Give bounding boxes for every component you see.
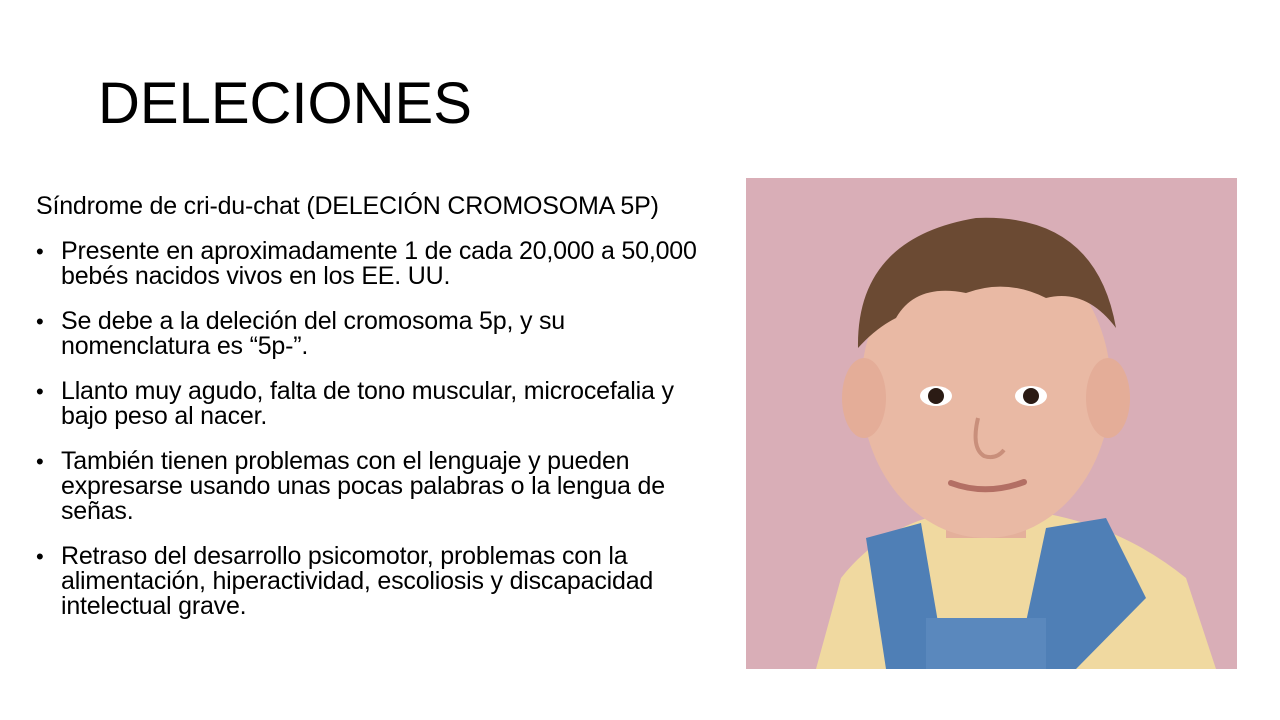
bullet-dot-icon: • [36,449,44,474]
ear-right [1086,358,1130,438]
overall-bib [926,618,1046,669]
bullet-item [36,239,708,289]
child-portrait-photo [746,178,1237,669]
bullet-item [36,309,708,359]
ear-left [842,358,886,438]
section-heading: Síndrome de cri-du-chat (DELECIÓN CROMOSOMA 5P) [36,192,659,220]
bullet-text: Llanto muy agudo, falta de tono muscular, microcefalia y bajo peso al nacer. [61,377,674,430]
bullet-text: También tienen problemas con el lenguaje y pueden expresarse usando unas pocas palabras o la lengua de señas. [61,447,665,525]
bullet-dot-icon: • [36,544,44,569]
bullet-text: Se debe a la deleción del cromosoma 5p, y su nomenclatura es “5p-”. [61,307,566,360]
bullet-dot-icon: • [36,379,44,404]
pupil-right [1023,388,1039,404]
bullet-text: Presente en aproximadamente 1 de cada 20,000 a 50,000 bebés nacidos vivos en los EE. UU. [61,237,697,290]
pupil-left [928,388,944,404]
bullet-item [36,449,708,524]
content-body [36,194,708,639]
bullet-dot-icon: • [36,239,44,264]
bullet-list [36,239,708,619]
bullet-dot-icon: • [36,309,44,334]
bullet-item [36,544,708,619]
bullet-text: Retraso del desarrollo psicomotor, problemas con la alimentación, hiperactividad, escoliosis y discapacidad intelectual grave. [61,542,654,620]
slide-title: DELECIONES [98,71,472,136]
child-portrait-illustration [746,178,1237,669]
bullet-item [36,379,708,429]
